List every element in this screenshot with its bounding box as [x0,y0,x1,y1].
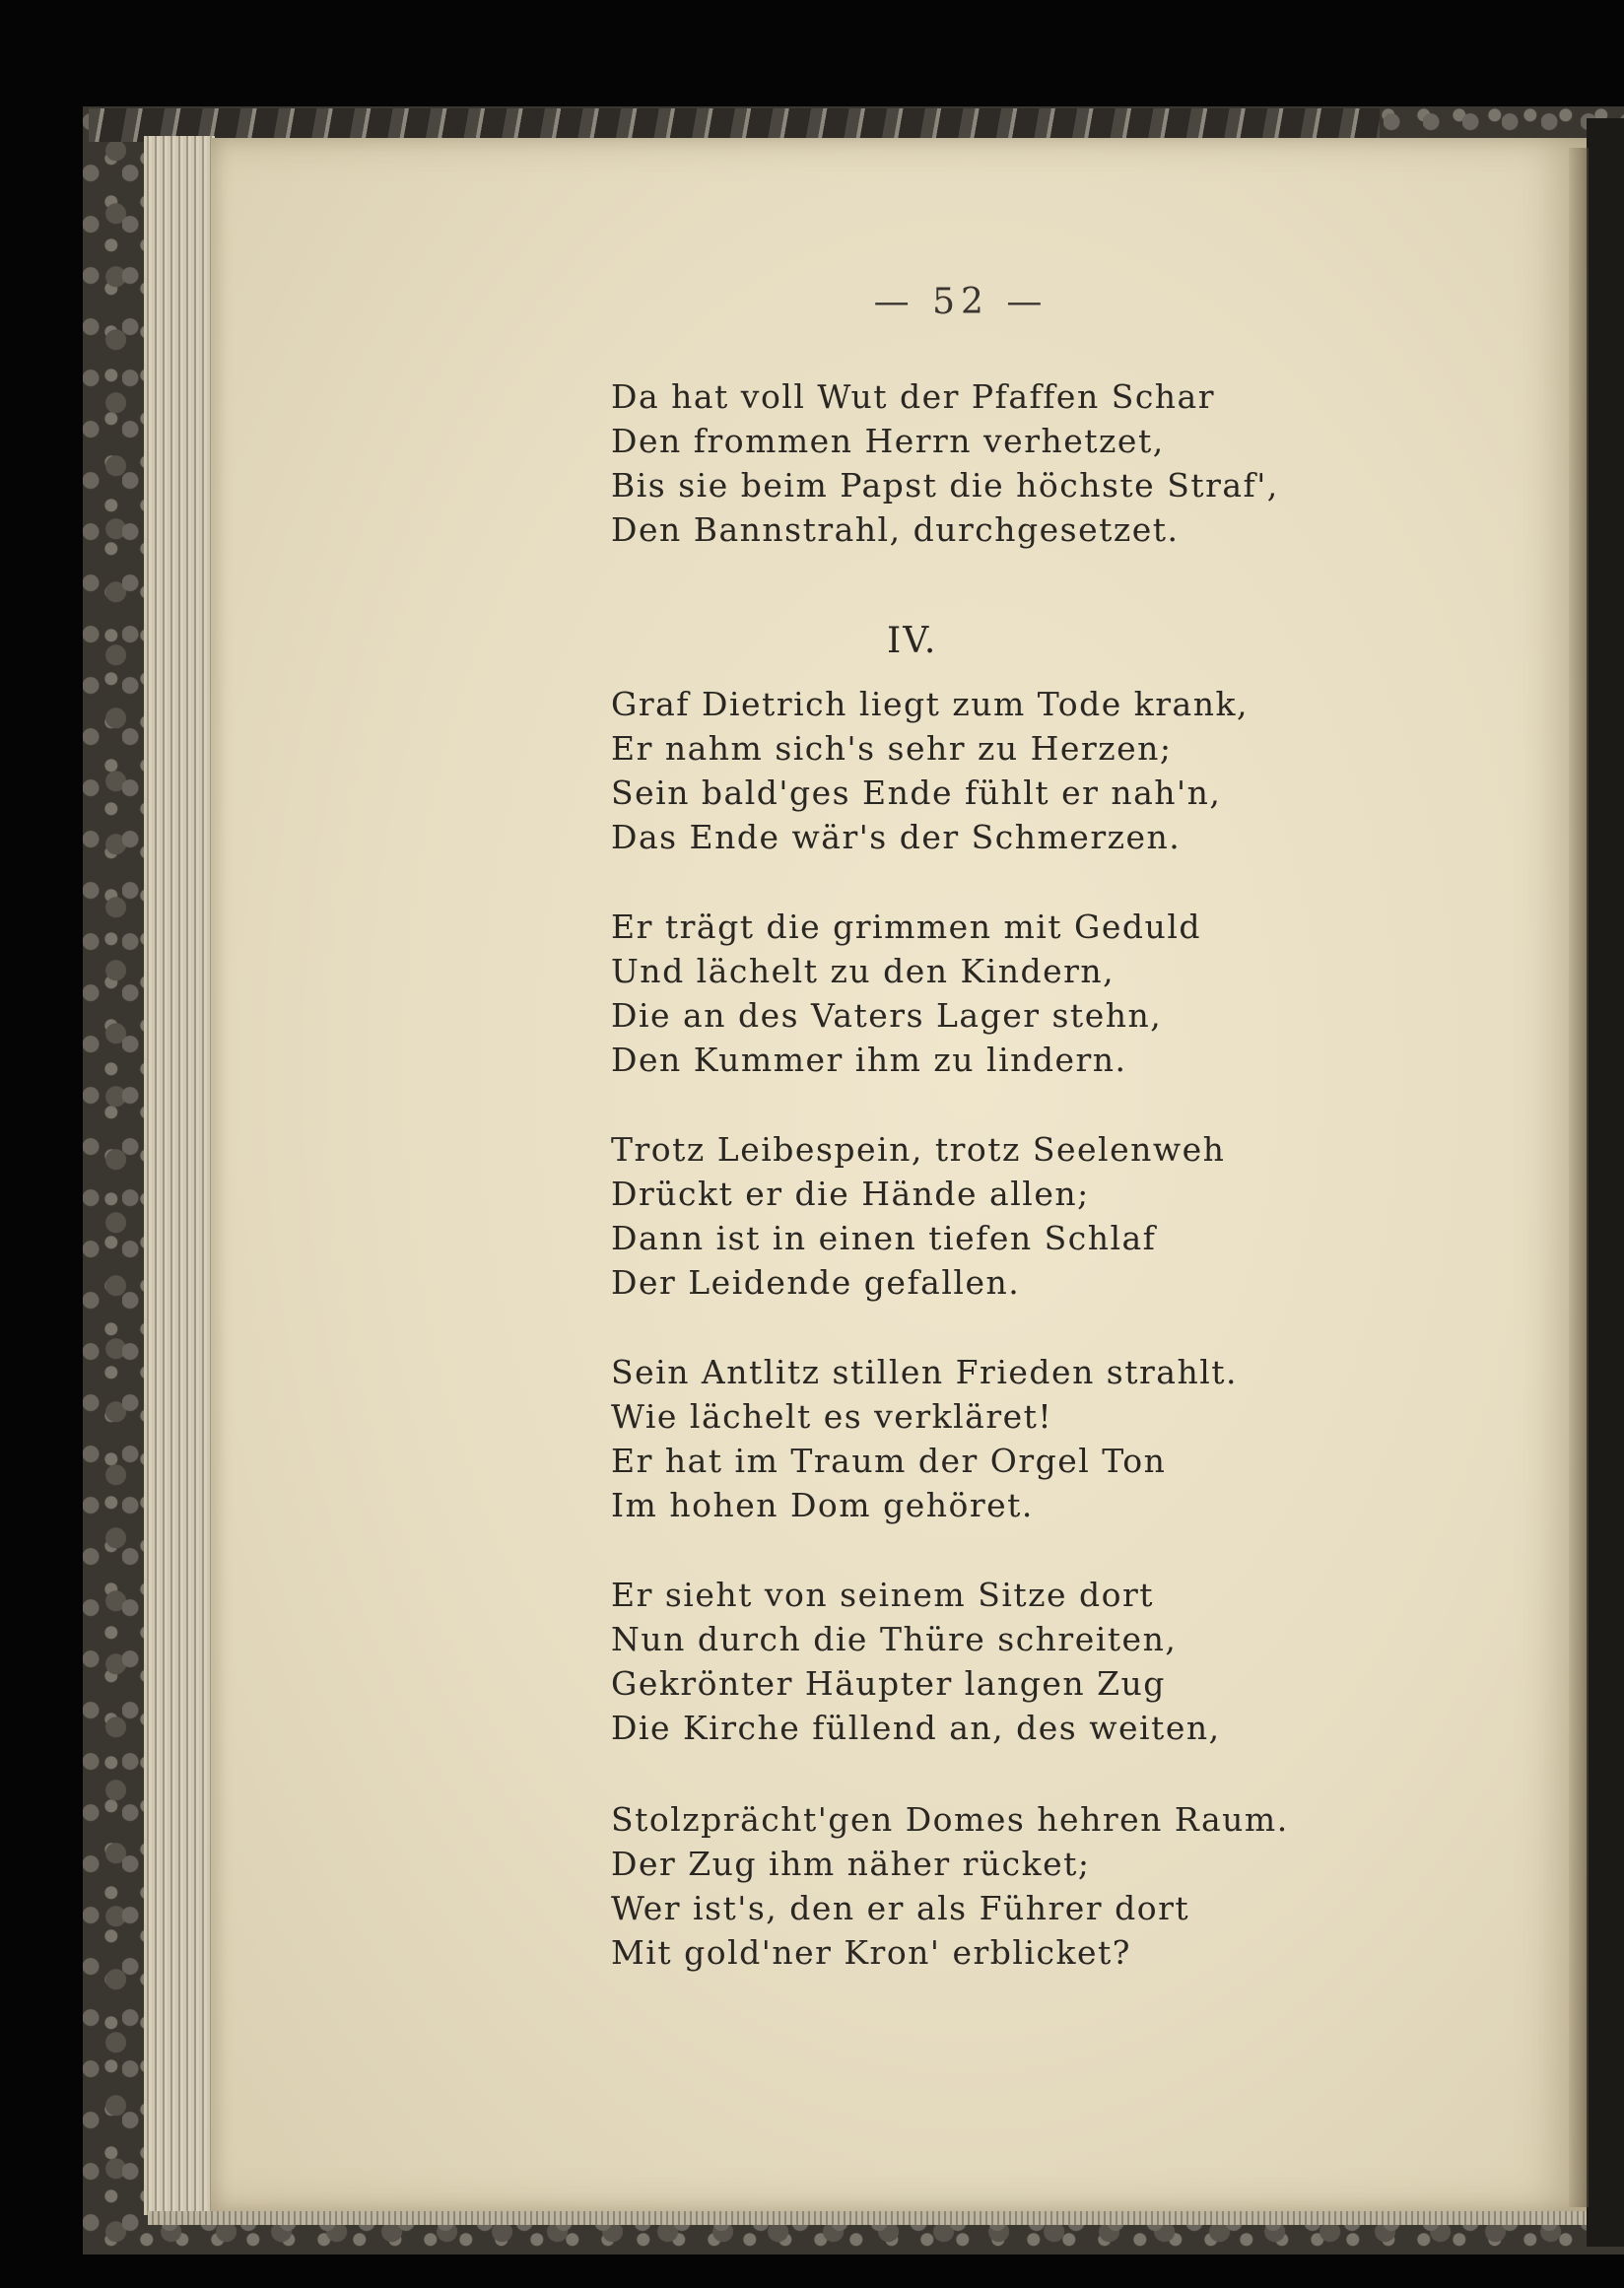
verse-line: Sein bald'ges Ende fühlt er nah'n, [611,774,1222,812]
verse-line: Trotz Leibespein, trotz Seelenweh [611,1130,1226,1169]
verse-line: Und lächelt zu den Kindern, [611,952,1116,990]
verse-line: Er sieht von seinem Sitze dort [611,1576,1155,1614]
verse-line: Da hat voll Wut der Pfaffen Schar [611,377,1215,416]
verse-line: Stolzprächt'gen Domes hehren Raum. [611,1800,1289,1839]
section-heading: IV. [887,621,938,661]
verse-line: Er hat im Traum der Orgel Ton [611,1442,1167,1480]
page-number: — 52 — [873,282,1049,322]
verse-line: Sein Antlitz stillen Frieden strahlt. [611,1353,1239,1391]
verse-line: Er nahm sich's sehr zu Herzen; [611,729,1173,768]
stanza-6 [611,1573,1320,1750]
verse-line: Graf Dietrich liegt zum Tode krank, [611,685,1249,723]
verse-line: Den Kummer ihm zu lindern. [611,1041,1127,1079]
verse-line: Im hohen Dom gehöret. [611,1486,1034,1524]
verse-line: Er trägt die grimmen mit Geduld [611,908,1201,946]
verse-line: Der Leidende gefallen. [611,1263,1021,1302]
verse-line: Die an des Vaters Lager stehn, [611,996,1163,1035]
stanza-3 [611,905,1320,1082]
book-spine [1587,118,1624,2247]
verse-line: Die Kirche füllend an, des weiten, [611,1709,1221,1747]
page-stack-edges [144,136,215,2215]
verse-line: Den frommen Herrn verhetzet, [611,422,1165,460]
verse-line: Das Ende wär's der Schmerzen. [611,818,1182,856]
verse-line: Drückt er die Hände allen; [611,1175,1090,1213]
book-top-edge [89,108,1380,142]
verse-line: Gekrönter Häupter langen Zug [611,1664,1166,1703]
verse-line: Den Bannstrahl, durchgesetzet. [611,510,1180,549]
verse-line: Nun durch die Thüre schreiten, [611,1620,1178,1658]
verse-line: Wer ist's, den er als Führer dort [611,1889,1190,1927]
stanza-4 [611,1127,1320,1305]
stanza-5 [611,1350,1320,1527]
verse-line: Mit gold'ner Kron' erblicket? [611,1933,1131,1972]
book-bottom-edge [148,2211,1587,2225]
verse-line: Der Zug ihm näher rücket; [611,1845,1091,1883]
verse-line: Dann ist in einen tiefen Schlaf [611,1219,1157,1257]
stanza-7 [611,1797,1320,1975]
verse-line: Bis sie beim Papst die höchste Straf', [611,466,1279,505]
verse-line: Wie lächelt es verkläret! [611,1397,1053,1436]
stanza-2 [611,682,1320,859]
stanza-1 [611,374,1320,552]
page-gutter [1569,148,1589,2207]
